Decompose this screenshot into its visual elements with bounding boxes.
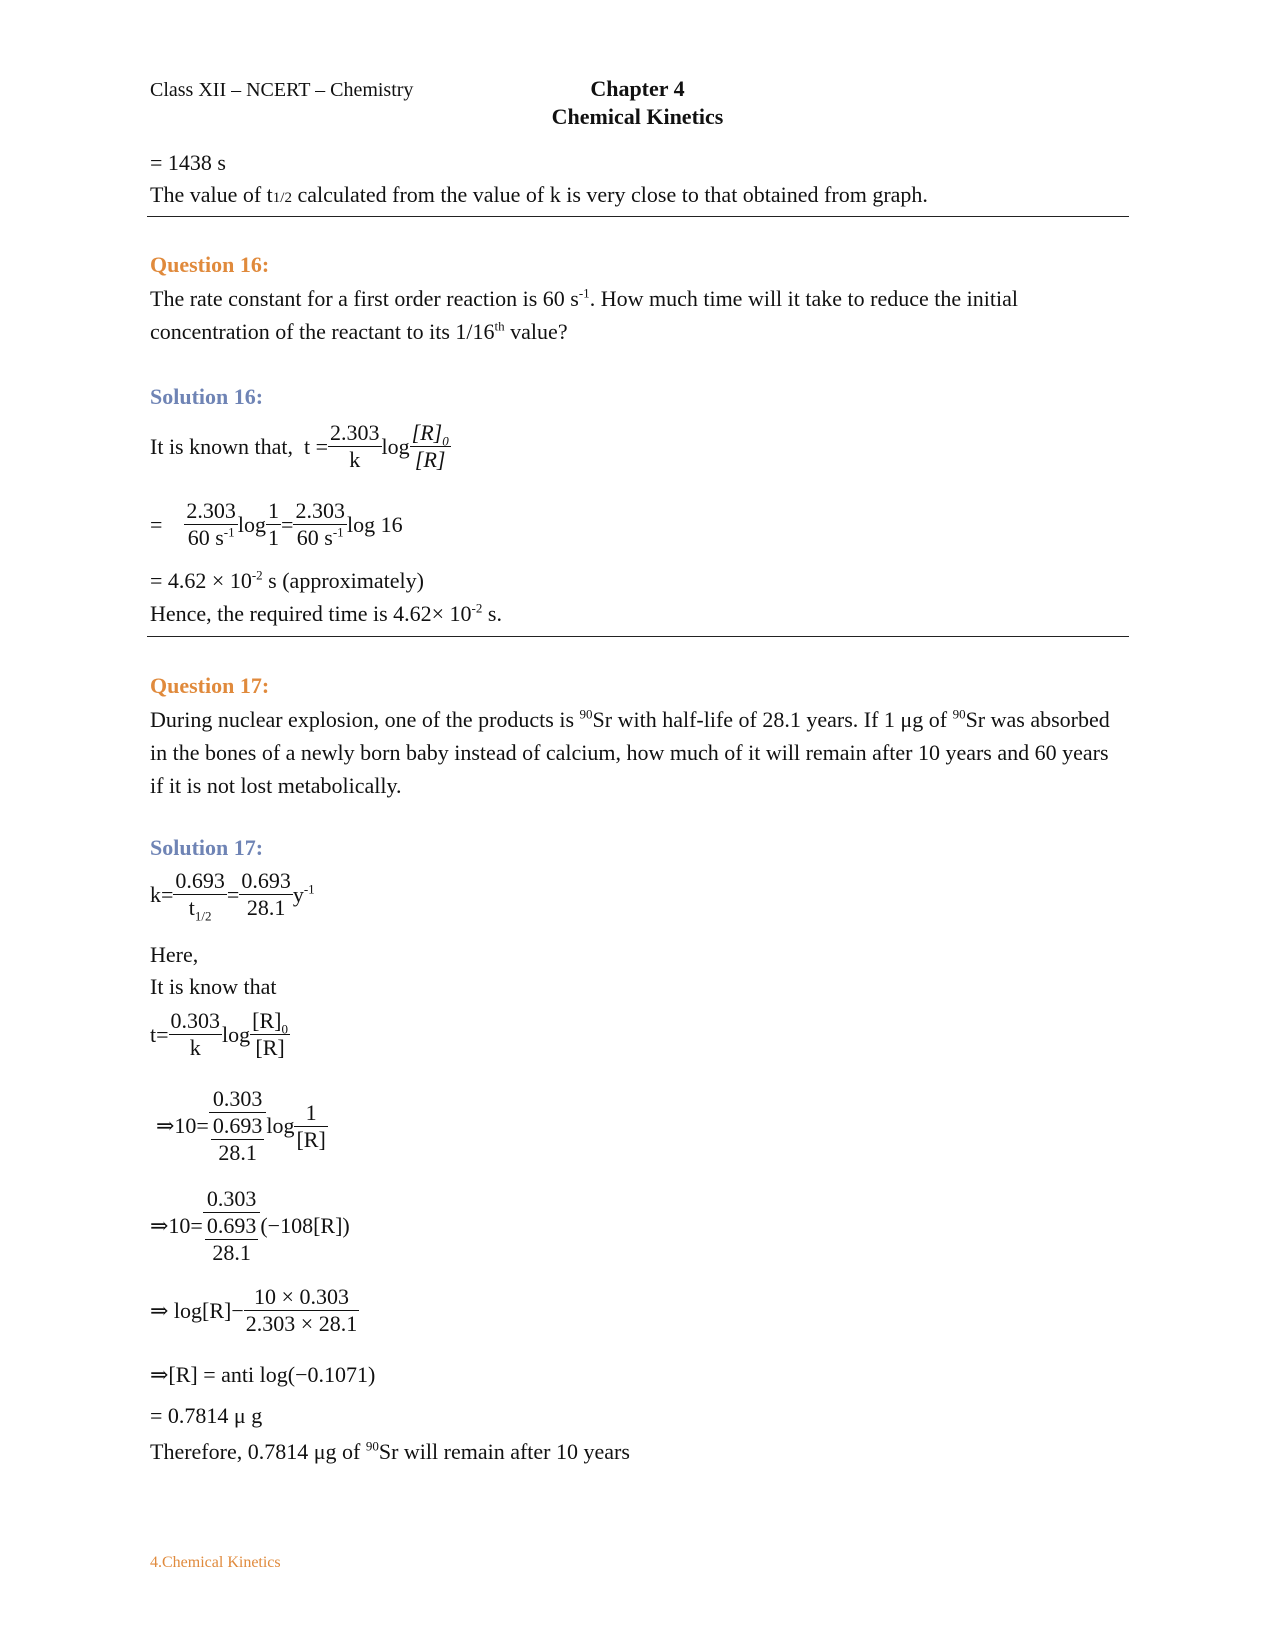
solution-17-step-3: ⇒ log[R]− $\frac{10 \times 0.303}{2.303 \times 28.1}$ (150, 1284, 358, 1336)
solution-17-heading: Solution 17: (150, 835, 264, 860)
rate-constant-formula: k= $\frac{0.693}{t_{1/2}}$ = $\frac{0.693}{28.1}$ $y^{-1}$ (150, 868, 315, 924)
chapter-title: Chemical Kinetics (551, 104, 724, 129)
solution-16-value: = $4.62 \times 10^{-2}$ s (approximately) (150, 567, 424, 593)
solution-16-step: = $\frac{2.303}{60 s^{-1}}$ log $\frac{1}{1}$ = $\frac{2.303}{60 s^{-1}}$ log 16 (150, 498, 403, 550)
header-class-label: Class XII – NCERT – Chemistry (150, 79, 414, 101)
solution-16-heading: Solution 16: (150, 384, 264, 409)
question-16-text: The rate constant for a first order reaction is 60 $s^{-1}$. How much time will it take to reduce the initial concentration of the reactant to its 1/16th value? (150, 285, 1018, 344)
solution-17-result: = 0.7814 μ g (150, 1403, 263, 1428)
fraction: $\frac{[R]_0}{[R]}$ (411, 420, 449, 472)
divider (147, 636, 1129, 637)
divider (147, 216, 1129, 217)
solution-17-step-2: ⇒10= $\frac{0.303}{\frac{0.693}{28.1}}$ (−108[R]) (150, 1186, 350, 1265)
solution-17-step-1: ⇒10= $\frac{0.303}{\frac{0.693}{28.1}}$ log $\frac{1}{[R]}$ (156, 1086, 326, 1165)
known-label: It is know that (150, 974, 277, 999)
question-16-heading: Question 16: (150, 252, 270, 277)
previous-conclusion: The value of t1/2 calculated from the value of k is very close to that obtained from graph. (150, 182, 928, 207)
previous-result: = 1438 s (150, 150, 226, 175)
fraction: $\frac{2.303}{k}$ (330, 420, 380, 472)
question-17-heading: Question 17: (150, 673, 270, 698)
time-formula: t= $\frac{0.303}{k}$ log $\frac{[R]_0}{[R]}$ (150, 1008, 288, 1060)
solution-17-conclusion: Therefore, 0.7814 μg of $^{90}$Sr will remain after 10 years (150, 1438, 630, 1464)
here-label: Here, (150, 942, 199, 967)
chapter-number: Chapter 4 (590, 76, 685, 101)
solution-16-answer: Hence, the required time is $4.62\times 10^{-2}$ s. (150, 600, 502, 626)
footer-label: 4.Chemical Kinetics (150, 1554, 281, 1571)
formula-first-order-time: It is known that, t = $\frac{2.303}{k}$ log $\frac{[R]_0}{[R]}$ (150, 420, 449, 472)
solution-17-step-4: ⇒[R] = anti log(−0.1071) (150, 1362, 376, 1387)
question-17-text: During nuclear explosion, one of the products is $^{90}$Sr with half-life of 28.1 years. If 1 μg of $^{90}$Sr was absorbed in the bones of a newly born baby instead of calcium, how much of it will remain after 10 years and 60 years if it is not lost metabolically. (150, 706, 1110, 798)
